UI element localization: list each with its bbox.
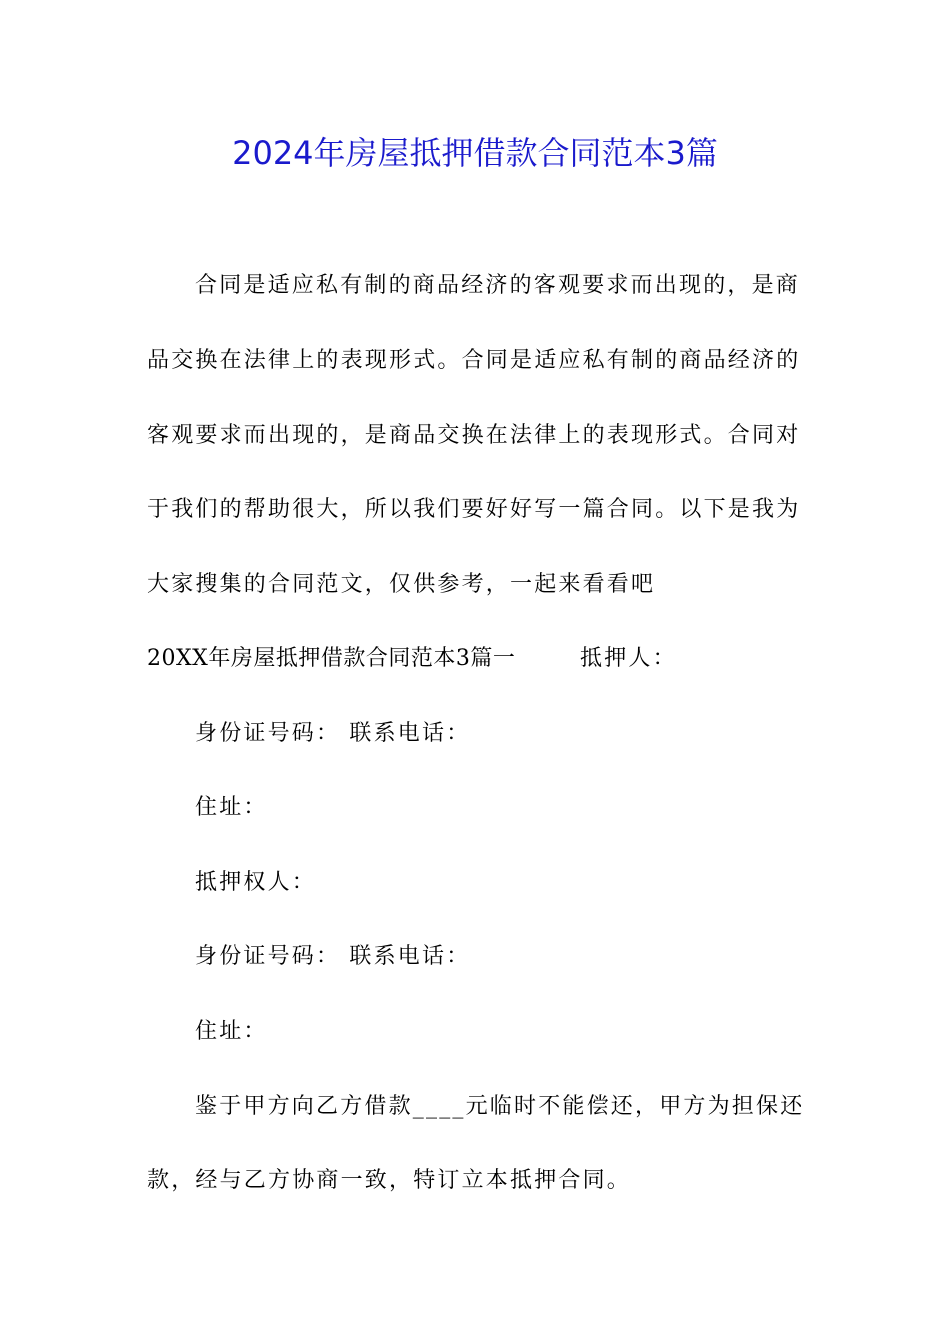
intro-line: 客观要求而出现的，是商品交换在法律上的表现形式。合同对 <box>147 423 801 448</box>
closing-line: 鉴于甲方向乙方借款____元临时不能偿还，甲方为担保还 <box>195 1094 805 1119</box>
intro-line: 合同是适应私有制的商品经济的客观要求而出现的，是商 <box>195 273 801 298</box>
field-line: 身份证号码： 联系电话： <box>195 721 471 746</box>
section-heading-tail: 抵押人： <box>580 646 677 671</box>
intro-line: 大家搜集的合同范文，仅供参考，一起来看看吧 <box>147 572 656 597</box>
field-line: 住址： <box>195 1019 268 1044</box>
document-title: 2024年房屋抵押借款合同范本3篇 <box>232 134 718 172</box>
field-line: 抵押权人： <box>195 870 317 895</box>
closing-line: 款，经与乙方协商一致，特订立本抵押合同。 <box>147 1168 632 1193</box>
section-heading: 20XX年房屋抵押借款合同范本3篇一 <box>147 646 516 671</box>
intro-line: 于我们的帮助很大，所以我们要好好写一篇合同。以下是我为 <box>147 497 801 522</box>
field-line: 身份证号码： 联系电话： <box>195 944 471 969</box>
field-line: 住址： <box>195 795 268 820</box>
intro-line: 品交换在法律上的表现形式。合同是适应私有制的商品经济的 <box>147 348 801 373</box>
